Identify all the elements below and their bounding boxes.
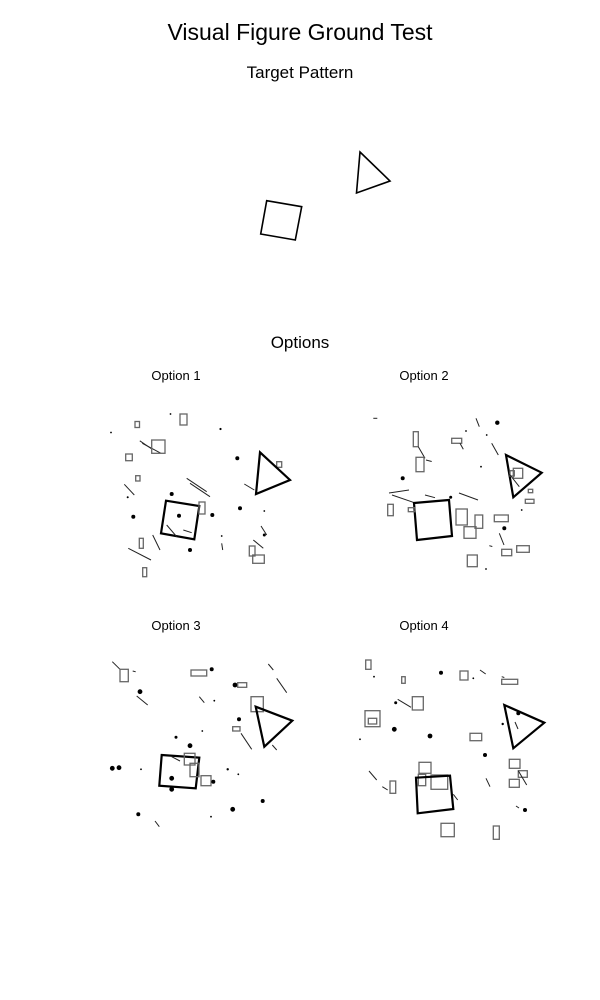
distractor-rect	[493, 826, 499, 839]
distractor-dot	[449, 496, 452, 499]
distractor-rect	[135, 422, 140, 428]
distractor-dot	[169, 787, 174, 792]
distractor-rect	[528, 489, 532, 492]
target-shape-outline	[414, 500, 452, 540]
distractor-dot	[480, 466, 482, 468]
options-header: Options	[270, 333, 330, 352]
target-shape-outline	[256, 707, 293, 747]
distractor-rect	[509, 759, 520, 768]
distractor-dot	[483, 753, 487, 757]
distractor-line	[516, 806, 519, 808]
distractor-line	[382, 787, 387, 790]
distractor-line	[460, 443, 463, 449]
distractor-rect	[390, 781, 396, 793]
target-shape-outline	[256, 452, 290, 494]
distractor-line	[190, 483, 210, 496]
distractor-line	[124, 484, 134, 495]
distractor-dot	[110, 766, 115, 771]
distractor-dot	[439, 671, 443, 675]
distractor-rect	[388, 504, 394, 515]
page-title: Visual Figure Ground Test	[167, 19, 433, 45]
distractor-dot	[219, 428, 221, 430]
option-3-label: Option 3	[151, 618, 201, 633]
distractor-dot	[213, 700, 215, 702]
distractor-dot	[237, 717, 241, 721]
target-shape-outline	[504, 705, 544, 748]
target-shape-outline	[161, 501, 199, 540]
distractor-dot	[521, 509, 523, 511]
distractor-dot	[140, 768, 142, 770]
distractor-dot	[428, 734, 433, 739]
distractor-line	[453, 794, 457, 800]
distractor-dot	[516, 711, 520, 715]
distractor-line	[489, 546, 492, 547]
distractor-dot	[138, 689, 143, 694]
option-4-canvas[interactable]	[345, 635, 575, 845]
option-1-canvas[interactable]	[95, 385, 325, 595]
distractor-line	[492, 443, 499, 455]
distractor-rect	[402, 677, 406, 684]
distractor-rect	[277, 462, 282, 468]
distractor-line	[241, 733, 252, 749]
distractor-dot	[211, 780, 215, 784]
distractor-rect	[412, 697, 423, 710]
distractor-rect	[152, 440, 165, 453]
distractor-line	[476, 418, 479, 426]
distractor-rect	[460, 671, 468, 680]
distractor-line	[172, 757, 180, 761]
distractor-rect	[467, 555, 477, 567]
distractor-dot	[373, 676, 375, 678]
distractor-dot	[465, 430, 467, 432]
distractor-dot	[472, 677, 474, 679]
option-1-label: Option 1	[151, 368, 201, 383]
distractor-rect	[525, 499, 534, 503]
distractor-dot	[169, 776, 174, 781]
distractor-line	[398, 699, 411, 707]
target-pattern-canvas	[230, 130, 430, 260]
distractor-line	[502, 677, 505, 678]
distractor-rect	[502, 549, 512, 555]
distractor-dot	[177, 514, 181, 518]
distractor-rect	[456, 509, 467, 525]
distractor-dot	[485, 568, 487, 570]
option-3-canvas[interactable]	[95, 635, 325, 845]
target-shape-outline	[261, 201, 302, 240]
distractor-dot	[221, 535, 223, 537]
distractor-dot	[235, 456, 239, 460]
option-4-label: Option 4	[399, 618, 449, 633]
distractor-dot	[201, 730, 203, 732]
distractor-rect	[441, 823, 454, 836]
distractor-line	[459, 493, 478, 500]
distractor-line	[133, 671, 136, 672]
distractor-dot	[136, 812, 140, 816]
distractor-dot	[175, 736, 178, 739]
distractor-rect	[201, 776, 211, 786]
distractor-dot	[502, 723, 504, 725]
distractor-line	[277, 678, 287, 692]
distractor-line	[187, 478, 207, 491]
target-pattern-label: Target Pattern	[246, 63, 354, 82]
distractor-line	[418, 447, 425, 459]
distractor-line	[515, 722, 518, 729]
target-shape-outline	[357, 152, 391, 193]
distractor-dot	[237, 773, 239, 775]
distractor-rect	[143, 568, 147, 577]
distractor-dot	[401, 476, 405, 480]
distractor-rect	[368, 718, 376, 724]
distractor-rect	[366, 660, 371, 669]
target-shape-outline	[159, 755, 199, 788]
distractor-line	[480, 670, 486, 674]
distractor-rect	[180, 414, 187, 425]
distractor-dot	[263, 534, 266, 537]
distractor-dot	[210, 816, 212, 818]
distractor-dot	[131, 515, 135, 519]
distractor-line	[128, 548, 151, 560]
option-2-label: Option 2	[399, 368, 449, 383]
distractor-line	[112, 662, 120, 670]
distractor-dot	[188, 548, 192, 552]
distractor-dot	[359, 738, 361, 740]
distractor-dot	[170, 413, 172, 415]
distractor-line	[425, 495, 435, 498]
distractor-rect	[470, 733, 482, 740]
distractor-line	[153, 535, 160, 550]
distractor-dot	[210, 513, 214, 517]
distractor-rect	[416, 457, 424, 471]
distractor-line	[268, 664, 273, 670]
distractor-rect	[502, 679, 518, 684]
distractor-rect	[419, 762, 431, 773]
distractor-line	[199, 697, 204, 703]
distractor-line	[369, 771, 377, 780]
distractor-dot	[523, 808, 527, 812]
distractor-line	[392, 495, 413, 502]
distractor-rect	[413, 432, 418, 447]
distractor-dot	[263, 510, 265, 512]
distractor-rect	[233, 727, 240, 731]
distractor-line	[183, 530, 191, 533]
distractor-dot	[233, 683, 238, 688]
distractor-rect	[418, 774, 425, 785]
distractor-dot	[188, 743, 193, 748]
distractor-dot	[502, 526, 506, 530]
distractor-rect	[126, 454, 133, 461]
distractor-rect	[191, 670, 207, 676]
distractor-rect	[464, 527, 476, 539]
distractor-dot	[127, 496, 129, 498]
distractor-rect	[120, 669, 128, 681]
distractor-dot	[238, 506, 242, 510]
distractor-rect	[139, 538, 143, 548]
distractor-dot	[394, 701, 397, 704]
distractor-dot	[227, 768, 229, 770]
distractor-rect	[517, 546, 530, 553]
distractor-line	[389, 490, 409, 493]
distractor-dot	[170, 492, 174, 496]
distractor-dot	[486, 434, 488, 436]
distractor-dot	[110, 432, 112, 434]
distractor-dot	[117, 765, 122, 770]
option-2-canvas[interactable]	[345, 385, 575, 595]
distractor-line	[244, 484, 254, 490]
distractor-dot	[210, 667, 214, 671]
distractor-line	[137, 696, 148, 705]
distractor-dot	[230, 807, 235, 812]
distractor-rect	[509, 779, 519, 787]
distractor-dot	[495, 421, 499, 425]
distractor-line	[222, 543, 223, 550]
distractor-rect	[136, 476, 140, 481]
distractor-line	[155, 821, 159, 827]
distractor-rect	[238, 683, 247, 688]
distractor-line	[486, 778, 490, 786]
distractor-line	[426, 460, 432, 462]
distractor-rect	[494, 515, 508, 522]
distractor-dot	[261, 799, 265, 803]
distractor-dot	[392, 727, 397, 732]
distractor-rect	[452, 438, 462, 443]
distractor-line	[499, 533, 504, 545]
distractor-rect	[518, 771, 527, 778]
distractor-line	[272, 745, 276, 750]
